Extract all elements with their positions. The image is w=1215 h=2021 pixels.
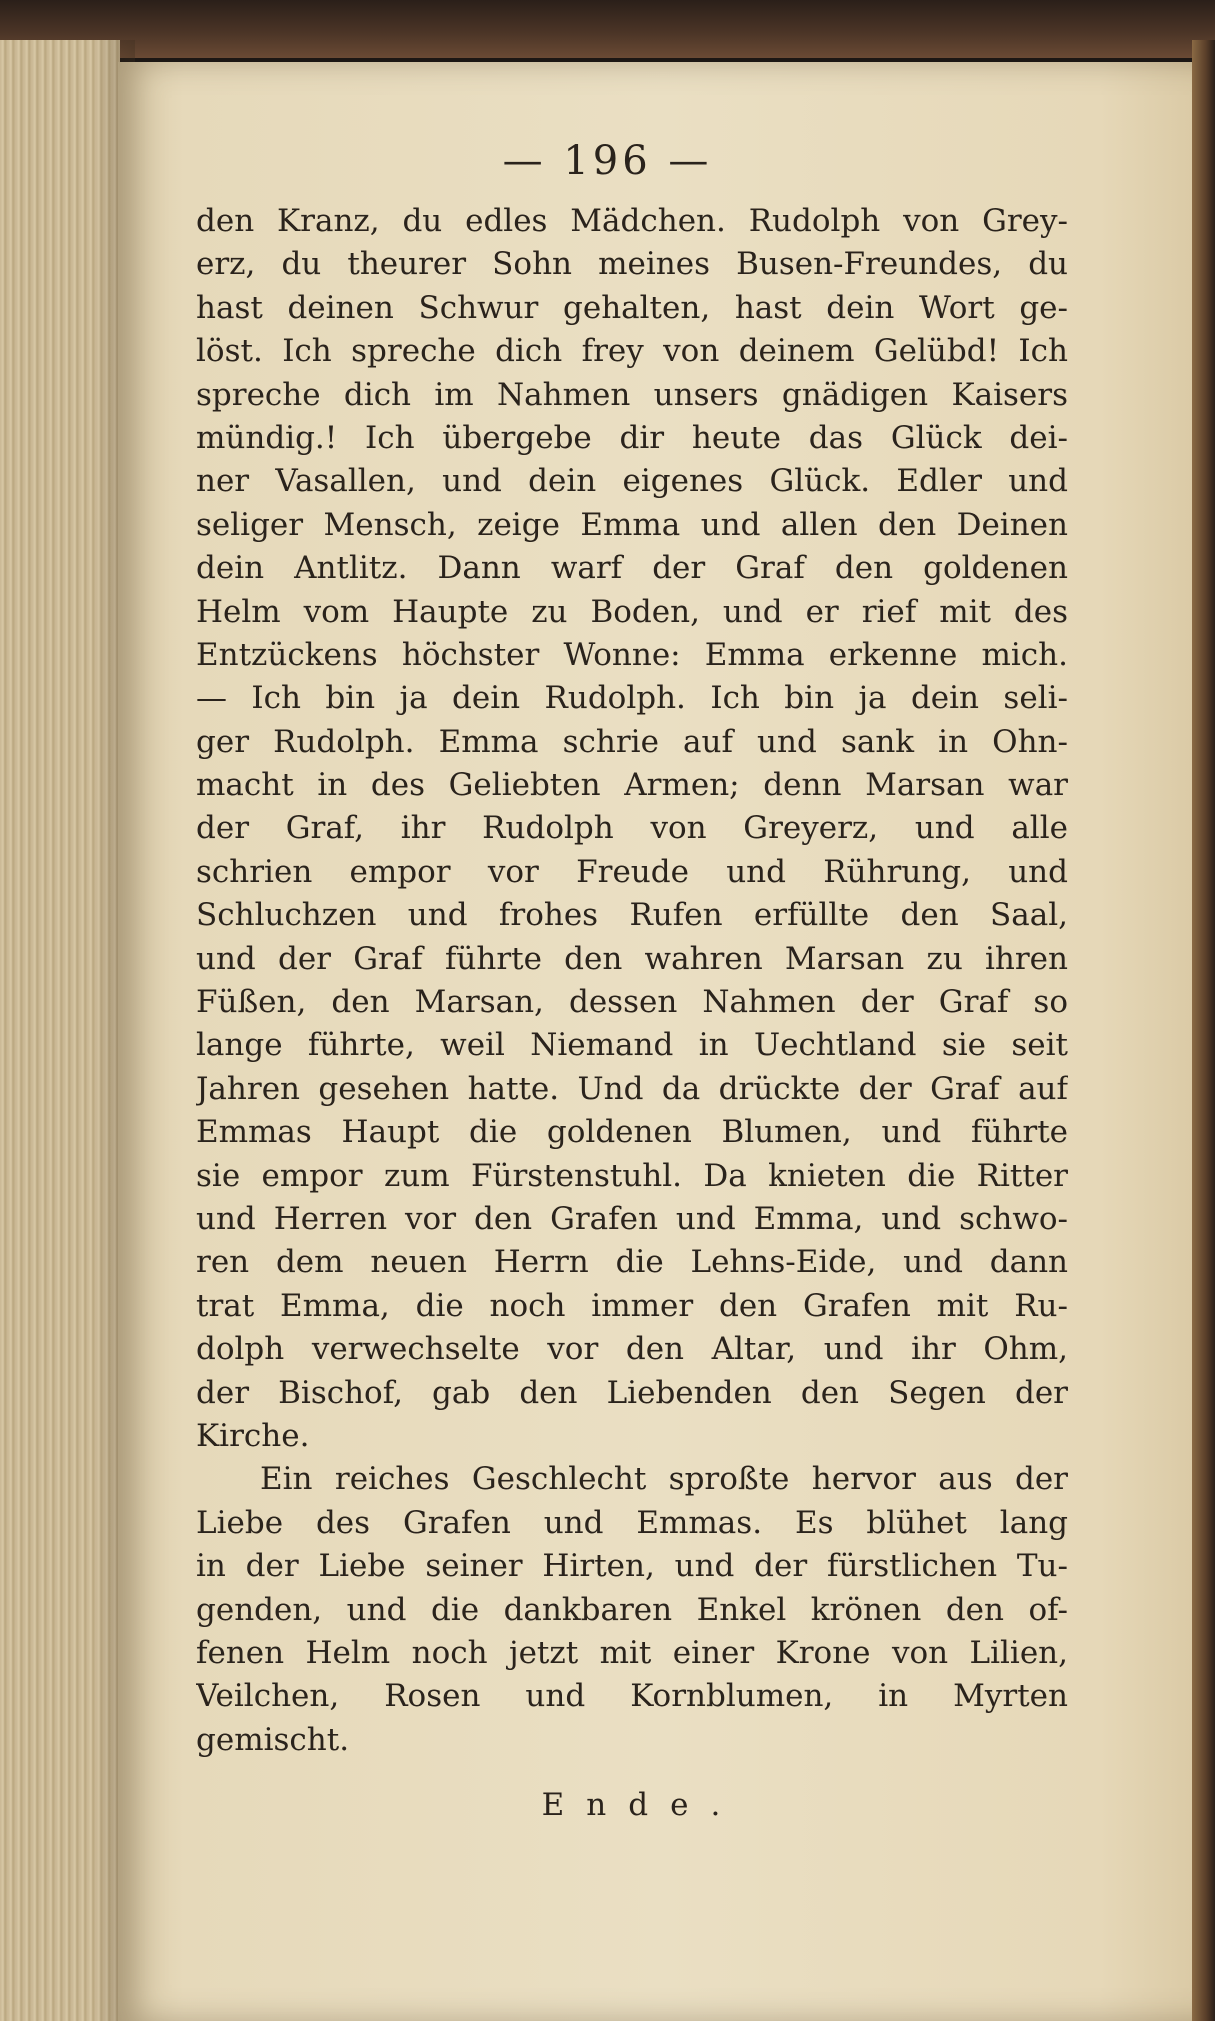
text-line: Füßen, den Marsan, dessen Nahmen der Graf so — [196, 984, 1068, 1021]
text-line: ren dem neuen Herrn die Lehns-Eide, und dann — [196, 1244, 1068, 1281]
page-number: — 196 — — [502, 138, 713, 184]
text-line: Helm vom Haupte zu Boden, und er rief mit des — [196, 593, 1068, 630]
book-right-edge — [1192, 40, 1215, 2021]
text-line: Kirche. — [196, 1417, 310, 1454]
text-line: ner Vasallen, und dein eigenes Glück. Edler und — [196, 463, 1068, 500]
text-line: Schluchzen und frohes Rufen erfüllte den Saal, — [196, 897, 1068, 934]
text-line: der Graf, ihr Rudolph von Greyerz, und alle — [196, 810, 1068, 847]
text-line: und der Graf führte den wahren Marsan zu ihren — [196, 940, 1068, 977]
book-cover-top — [0, 0, 1215, 58]
body-text — [196, 200, 1068, 1827]
text-line: ger Rudolph. Emma schrie auf und sank in Ohn- — [196, 723, 1068, 760]
text-line: seliger Mensch, zeige Emma und allen den Deinen — [196, 506, 1068, 543]
text-line: und Herren vor den Grafen und Emma, und schwo- — [196, 1200, 1068, 1237]
text-line: mündig.! Ich übergebe dir heute das Glück dei- — [196, 419, 1068, 456]
text-line: hast deinen Schwur gehalten, hast dein Wort ge- — [196, 289, 1068, 326]
text-line: Liebe des Grafen und Emmas. Es blühet lang — [196, 1504, 1068, 1541]
text-line: sie empor zum Fürstenstuhl. Da knieten die Ritter — [196, 1157, 1068, 1194]
text-line: spreche dich im Nahmen unsers gnädigen Kaisers — [196, 376, 1068, 413]
text-line: Entzückens höchster Wonne: Emma erkenne mich. — [196, 636, 1068, 673]
text-line: schrien empor vor Freude und Rührung, und — [196, 853, 1068, 890]
text-line: den Kranz, du edles Mädchen. Rudolph von Grey- — [196, 203, 1068, 239]
text-line: gemischt. — [196, 1721, 350, 1758]
ende-mark: Ende. — [541, 1787, 743, 1824]
text-line: Emmas Haupt die goldenen Blumen, und führte — [196, 1114, 1068, 1151]
text-line: dolph verwechselte vor den Altar, und ihr Ohm, — [196, 1331, 1068, 1368]
text-line: — Ich bin ja dein Rudolph. Ich bin ja dein seli- — [196, 680, 1068, 717]
text-line: der Bischof, gab den Liebenden den Segen der — [196, 1374, 1068, 1411]
text-line: dein Antlitz. Dann warf der Graf den goldenen — [196, 550, 1068, 587]
text-line: genden, und die dankbaren Enkel krönen den of- — [196, 1591, 1068, 1628]
text-line: in der Liebe seiner Hirten, und der fürstlichen Tu- — [196, 1548, 1068, 1585]
text-line: trat Emma, die noch immer den Grafen mit Ru- — [196, 1287, 1068, 1324]
text-line: lange führte, weil Niemand in Uechtland sie seit — [196, 1027, 1068, 1064]
text-line: macht in des Geliebten Armen; denn Marsan war — [196, 767, 1068, 804]
text-line: fenen Helm noch jetzt mit einer Krone von Lilien, — [196, 1634, 1068, 1671]
text-line: Veilchen, Rosen und Kornblumen, in Myrten — [196, 1678, 1068, 1715]
text-line: erz, du theurer Sohn meines Busen-Freundes, du — [196, 246, 1068, 283]
text-line: Jahren gesehen hatte. Und da drückte der Graf auf — [196, 1070, 1068, 1107]
text-line: Ein reiches Geschlecht sproßte hervor aus der — [260, 1461, 1068, 1498]
text-line: löst. Ich spreche dich frey von deinem Gelübd! Ich — [196, 333, 1068, 370]
